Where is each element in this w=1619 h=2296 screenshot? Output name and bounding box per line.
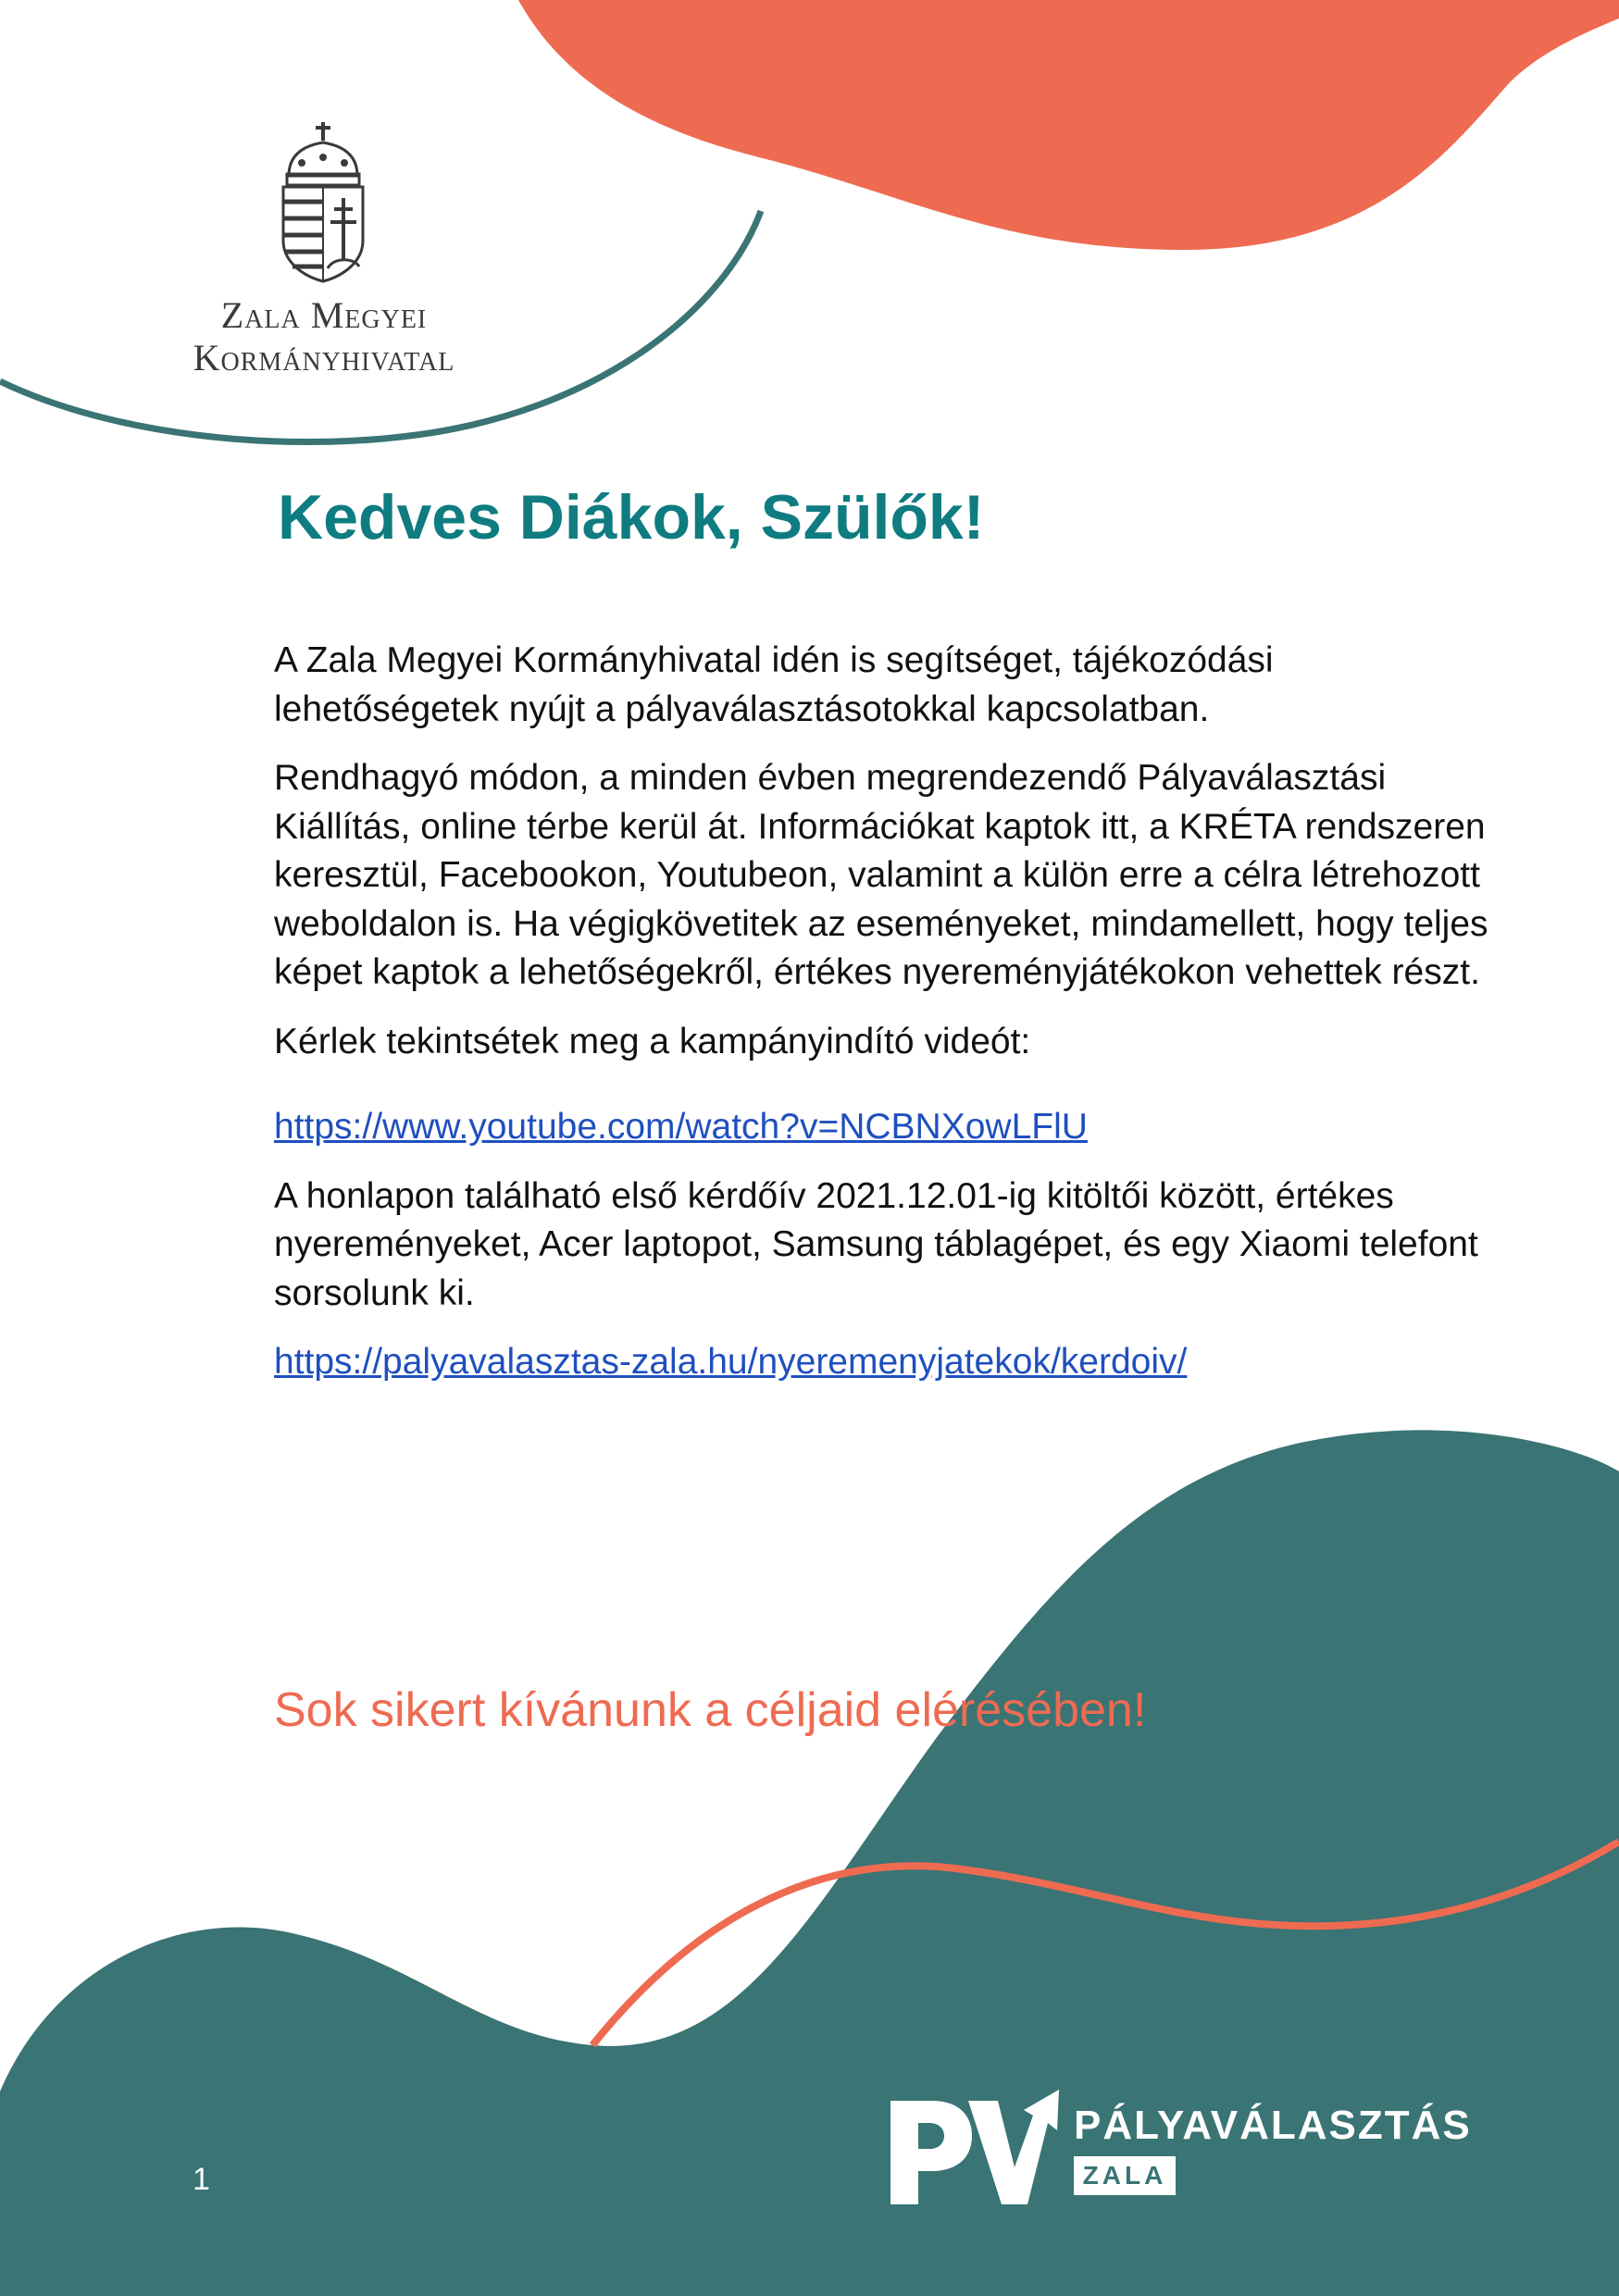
paragraph-intro: A Zala Megyei Kormányhivatal idén is segítséget, tájékozódási lehetőségetek nyújt a pályaválasztásotokkal kapcsolatban. [274, 640, 1274, 729]
footer-logo [887, 2082, 1472, 2212]
organization-logo [167, 120, 481, 379]
organization-name [167, 294, 481, 379]
letter-body [274, 637, 1496, 1408]
organization-name-line1: Zala Megyei [220, 294, 428, 336]
paragraph-video-request: Kérlek tekintsétek meg a kampányindító videót: [274, 1021, 1031, 1061]
page-title: Kedves Diákok, Szülők! [278, 482, 985, 552]
hungarian-coat-of-arms-icon [272, 120, 374, 283]
paragraph-exhibition: Rendhagyó módon, a minden évben megrendezendő Pályaválasztási Kiállítás, online térbe kerül át. Információkat kaptok itt, a KRÉTA rendszeren keresztül, Facebookon, Youtubeon, valamint a külön erre a célra létrehozott weboldalon is. Ha végigkövetitek az eseményeket, mindamellett, hogy teljes képet kaptok a lehetőségekről, értékes nyereményjátékokon vehettek részt. [274, 758, 1488, 992]
footer-logo-title: PÁLYAVÁLASZTÁS [1074, 2103, 1472, 2148]
closing-message: Sok sikert kívánunk a céljaid elérésében! [274, 1683, 1147, 1737]
top-coral-wave [518, 0, 1619, 250]
organization-name-line2: Kormányhivatal [193, 337, 455, 379]
youtube-link[interactable]: https://www.youtube.com/watch?v=NCBNXowLFlU [274, 1107, 1088, 1147]
footer-logo-subtitle: ZALA [1074, 2156, 1176, 2195]
questionnaire-link[interactable]: https://palyavalasztas-zala.hu/nyeremenyjatekok/kerdoiv/ [274, 1342, 1188, 1382]
page-number: 1 [193, 2162, 210, 2197]
paragraph-prizes: A honlapon található első kérdőív 2021.12.01-ig kitöltői között, értékes nyereményeket, Acer laptopot, Samsung táblagépet, és egy Xiaomi telefont sorsolunk ki. [274, 1175, 1478, 1313]
pv-logo-icon [887, 2082, 1063, 2212]
